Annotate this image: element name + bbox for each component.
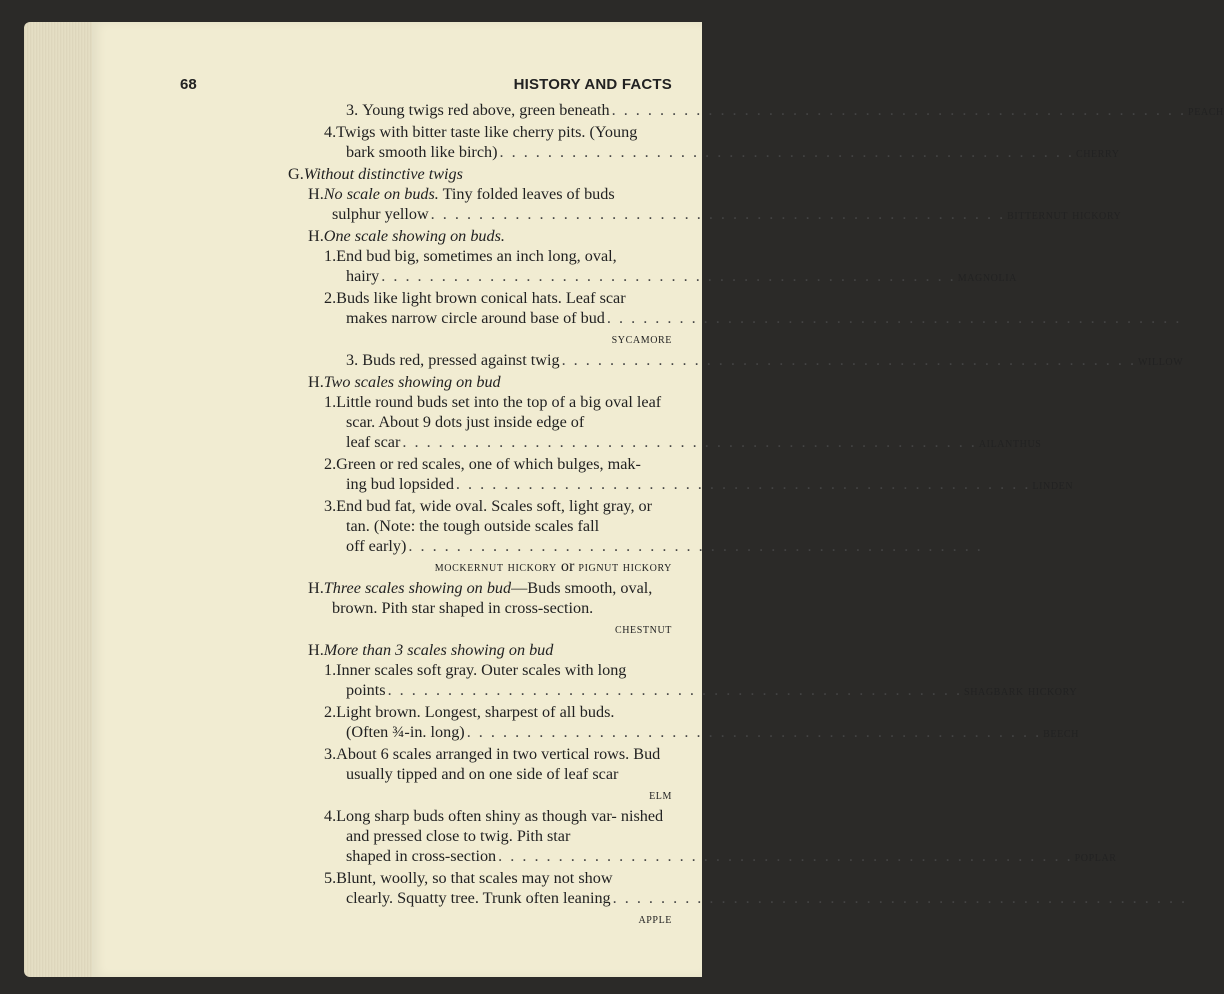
page-number: 68 xyxy=(180,76,197,93)
key-entry xyxy=(278,868,1188,930)
key-entry xyxy=(278,226,672,246)
key-entry xyxy=(278,122,1120,164)
tree-name: peach xyxy=(1188,104,1224,119)
entry-marker: 3. xyxy=(346,351,363,369)
tree-name: poplar xyxy=(1074,850,1117,865)
entry-lead-text: (Often ¾-in. long) xyxy=(346,723,465,741)
entry-marker: 4. xyxy=(324,807,337,825)
entry-lead-text: clearly. Squatty tree. Trunk often leaning xyxy=(346,889,611,907)
tree-name: beech xyxy=(1043,726,1079,741)
entry-leader-line xyxy=(346,680,1078,702)
leader-dots: . . . . . . . . . . . . . . . . . . . . . . . . . . . . . . . . . . . . . . . . . . . . . . . . xyxy=(499,143,1074,161)
entry-marker: 1. xyxy=(324,247,337,265)
leader-dots: . . . . . . . . . . . . . . . . . . . . . . . . . . . . . . . . . . . . . . . . . . . . . . . . xyxy=(561,351,1137,369)
key-entry xyxy=(278,164,672,184)
entry-leader-line xyxy=(346,846,1117,868)
leader-dots: . . . . . . . . . . . . . . . . . . . . . . . . . . . . . . . . . . . . . . . . . . . . . . . . xyxy=(381,267,956,285)
entry-text: Inner scales soft gray. Outer scales with long xyxy=(336,661,627,679)
key-entry xyxy=(278,806,1117,868)
entry-leader-line xyxy=(346,266,1017,288)
tree-name: magnolia xyxy=(957,270,1017,285)
entry-text: End bud fat, wide oval. Scales soft, light gray, or tan. (Note: the tough outside scales fall xyxy=(336,497,653,535)
key-entry xyxy=(278,372,672,392)
tree-name-line xyxy=(332,618,672,640)
entry-marker: 2. xyxy=(324,455,337,473)
entry-lead-text: sulphur yellow xyxy=(332,205,429,223)
key-entry xyxy=(278,660,1078,702)
entry-heading: No scale on buds. xyxy=(323,185,439,203)
leader-dots: . . . . . . . . . . . . . . . . . . . . . . . . . . . . . . . . . . . . . . . . . . . . . . . . xyxy=(430,205,1006,223)
entry-lead-text: off early) xyxy=(346,537,407,555)
entry-text: Light brown. Longest, sharpest of all buds. xyxy=(336,703,615,721)
leader-dots: . . . . . . . . . . . . . . . . . . . . . . . . . . . . . . . . . . . . . . . . . . . . . . . . xyxy=(611,101,1187,119)
entry-marker: G. xyxy=(288,165,304,183)
entry-leader-line xyxy=(346,888,1188,908)
entry-leader-line xyxy=(346,308,1182,328)
entry-text: Blunt, woolly, so that scales may not show xyxy=(336,869,613,887)
leader-dots: . . . . . . . . . . . . . . . . . . . . . . . . . . . . . . . . . . . . . . . . . . . . . . . . xyxy=(387,681,963,699)
entry-heading: One scale showing on buds. xyxy=(323,227,505,245)
tree-name: elm xyxy=(649,788,672,803)
tree-name: cherry xyxy=(1075,146,1120,161)
tree-name: sycamore xyxy=(611,332,672,347)
entry-text: —Buds smooth, oval, brown. Pith star shaped in cross-section. xyxy=(332,579,653,617)
entry-leader-line xyxy=(346,100,1224,122)
entry-text: Buds like light brown conical hats. Leaf scar xyxy=(336,289,626,307)
entry-leader-line xyxy=(346,142,1120,164)
tree-name-line xyxy=(346,328,672,350)
entry-marker: H. xyxy=(308,227,324,245)
conjunction: or xyxy=(556,557,579,575)
entry-heading: Two scales showing on bud xyxy=(323,373,501,391)
entry-text: Tiny folded leaves of buds xyxy=(438,185,615,203)
entry-marker: H. xyxy=(308,641,324,659)
entry-leader-line xyxy=(346,474,1074,496)
leader-dots: . . . . . . . . . . . . . . . . . . . . . . . . . . . . . . . . . . . . . . . . . . . . . . . . xyxy=(612,889,1188,907)
leader-dots: . . . . . . . . . . . . . . . . . . . . . . . . . . . . . . . . . . . . . . . . . . . . . . . . xyxy=(402,433,977,451)
entry-marker: 3. xyxy=(324,497,337,515)
key-entry xyxy=(278,350,1184,372)
leader-dots: . . . . . . . . . . . . . . . . . . . . . . . . . . . . . . . . . . . . . . . . . . . . . . . . xyxy=(408,537,983,555)
entry-leader-line xyxy=(346,350,1184,372)
entry-lead-text: ing bud lopsided xyxy=(346,475,454,493)
entry-marker: 3. xyxy=(346,101,363,119)
leader-dots: . . . . . . . . . . . . . . . . . . . . . . . . . . . . . . . . . . . . . . . . . . . . . . . . xyxy=(466,723,1042,741)
entry-leader-line xyxy=(332,204,1122,226)
leader-dots: . . . . . . . . . . . . . . . . . . . . . . . . . . . . . . . . . . . . . . . . . . . . . . . . xyxy=(606,309,1182,327)
key-entry xyxy=(278,702,1079,744)
entry-marker: 1. xyxy=(324,393,337,411)
leader-dots: . . . . . . . . . . . . . . . . . . . . . . . . . . . . . . . . . . . . . . . . . . . . . . . . xyxy=(498,847,1073,865)
entry-lead-text: Young twigs red above, green beneath xyxy=(362,101,610,119)
entry-marker: 2. xyxy=(324,289,337,307)
tree-name-line xyxy=(346,784,672,806)
tree-name: willow xyxy=(1138,354,1184,369)
entry-lead-text: shaped in cross-section xyxy=(346,847,497,865)
entry-leader-line xyxy=(346,722,1079,744)
key-entry xyxy=(278,100,1224,122)
entry-lead-text: makes narrow circle around base of bud xyxy=(346,309,605,327)
tree-name-line xyxy=(346,908,672,930)
tree-name: apple xyxy=(638,912,672,927)
entry-lead-text: points xyxy=(346,681,386,699)
entry-heading: Three scales showing on bud xyxy=(323,579,512,597)
key-entry xyxy=(278,288,1182,350)
tree-name: ailanthus xyxy=(978,436,1042,451)
key-entry xyxy=(278,578,672,640)
tree-name: bitternut hickory xyxy=(1007,208,1122,223)
entry-marker: H. xyxy=(308,579,324,597)
key-entry xyxy=(278,454,1074,496)
tree-name: pignut hickory xyxy=(578,560,672,575)
entry-text: Little round buds set into the top of a big oval leaf scar. About 9 dots just inside edge of xyxy=(336,393,662,431)
entry-lead-text: bark smooth like birch) xyxy=(346,143,498,161)
entry-lead-text: Buds red, pressed against twig xyxy=(362,351,560,369)
entry-lead-text: leaf scar xyxy=(346,433,401,451)
entry-marker: H. xyxy=(308,185,324,203)
entry-lead-text: hairy xyxy=(346,267,380,285)
entry-heading: Without distinctive twigs xyxy=(303,165,463,183)
entry-text: End bud big, sometimes an inch long, oval, xyxy=(336,247,617,265)
entry-text: About 6 scales arranged in two vertical rows. Bud usually tipped and on one side of leaf scar xyxy=(336,745,661,783)
entry-leader-line xyxy=(346,432,1042,454)
entry-marker: 1. xyxy=(324,661,337,679)
key-entry xyxy=(278,392,1042,454)
key-entry xyxy=(278,640,672,660)
entry-heading: More than 3 scales showing on bud xyxy=(323,641,554,659)
key-entry xyxy=(278,496,983,578)
running-head: HISTORY AND FACTS xyxy=(513,76,672,93)
key-entry xyxy=(278,184,1122,226)
entry-text: Long sharp buds often shiny as though var- nished and pressed close to twig. Pith star xyxy=(336,807,664,845)
entry-marker: 2. xyxy=(324,703,337,721)
tree-name: linden xyxy=(1032,478,1074,493)
entry-leader-line xyxy=(346,536,983,556)
tree-name: chestnut xyxy=(614,622,672,637)
tree-name: shagbark hickory xyxy=(964,684,1078,699)
entry-text: Twigs with bitter taste like cherry pits. (Young xyxy=(336,123,638,141)
leader-dots: . . . . . . . . . . . . . . . . . . . . . . . . . . . . . . . . . . . . . . . . . . . . . . . . xyxy=(455,475,1031,493)
key-entries xyxy=(278,100,1224,930)
key-entry xyxy=(278,246,1017,288)
tree-name-line xyxy=(346,556,672,578)
entry-marker: 5. xyxy=(324,869,337,887)
page-header xyxy=(180,76,672,96)
entry-text: Green or red scales, one of which bulges, mak- xyxy=(336,455,641,473)
entry-marker: H. xyxy=(308,373,324,391)
tree-name: mockernut hickory xyxy=(434,560,557,575)
entry-marker: 4. xyxy=(324,123,337,141)
key-entry xyxy=(278,744,672,806)
entry-marker: 3. xyxy=(324,745,337,763)
